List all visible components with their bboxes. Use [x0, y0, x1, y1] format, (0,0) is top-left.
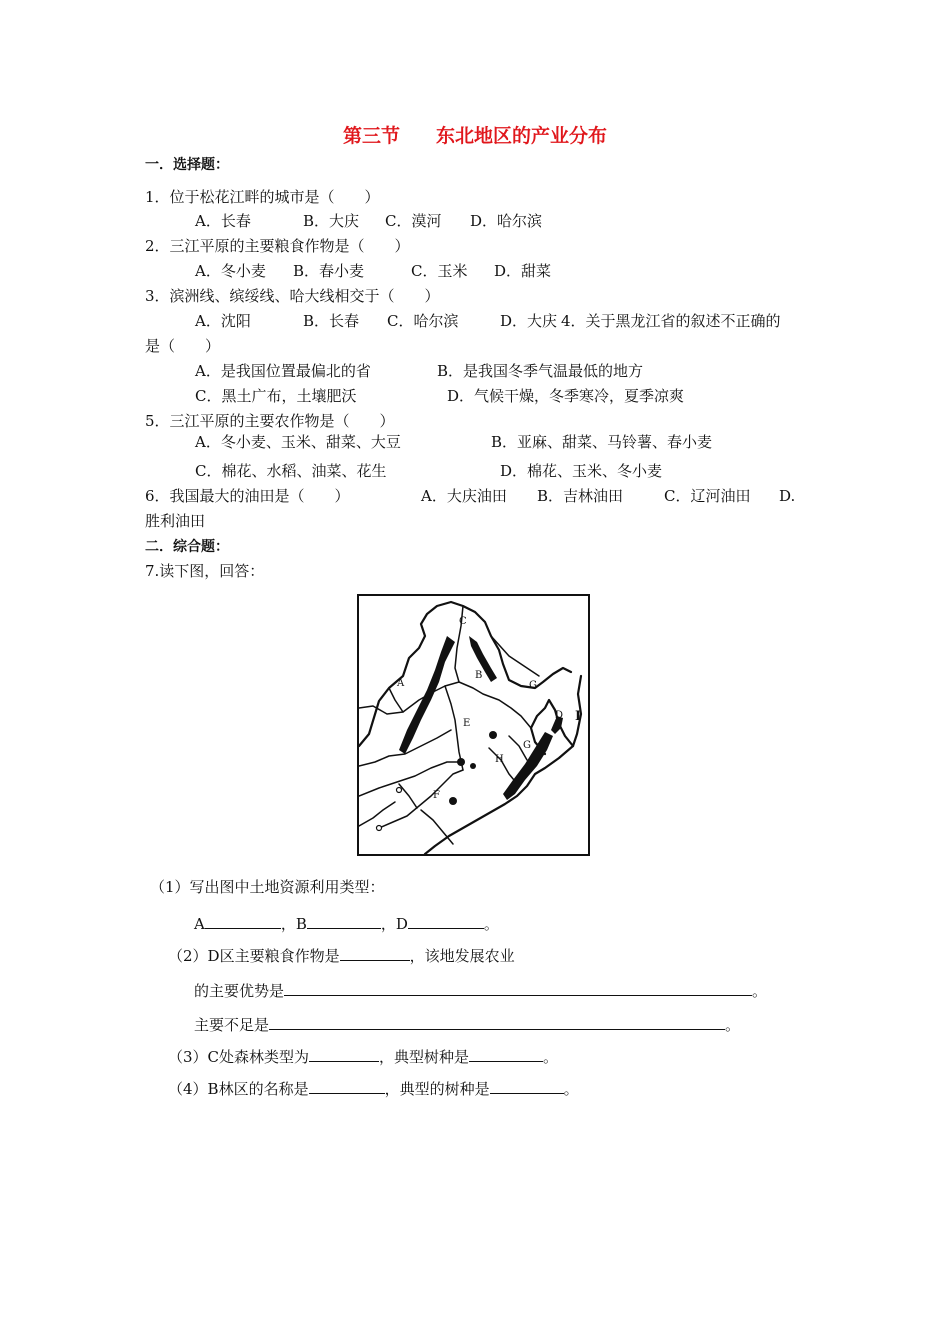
question-5-option-b: B．亚麻、甜菜、马铃薯、春小麦	[491, 433, 713, 451]
title-topic: 东北地区的产业分布	[436, 125, 608, 147]
question-5-stem: 5．三江平原的主要农作物是（ ）	[145, 412, 395, 430]
answer-blank-advantage[interactable]	[284, 981, 752, 996]
question-1-option-c: C．漠河	[385, 212, 442, 230]
sub-question-2-disadvantage	[194, 1015, 740, 1033]
map-label-g-north: G	[529, 680, 537, 691]
answer-blank-forest-name[interactable]	[309, 1079, 385, 1094]
label-a: A	[194, 915, 205, 933]
question-2-option-a: A．冬小麦	[195, 262, 266, 280]
sub-question-4-stem: （4）B林区的名称是	[168, 1080, 309, 1098]
answer-blank-tree-species[interactable]	[469, 1047, 543, 1062]
answer-blank-typical-tree[interactable]	[490, 1079, 564, 1094]
map-label-e: E	[463, 718, 471, 729]
question-5-option-c: C．棉花、水稻、油菜、花生	[195, 462, 387, 480]
advantage-label: 的主要优势是	[194, 982, 285, 1000]
map-label-f: F	[433, 790, 440, 801]
label-b: ，B	[280, 915, 307, 933]
sub-question-3-mid: ，典型树种是	[379, 1048, 470, 1066]
answer-blank-d[interactable]	[408, 914, 484, 929]
question-6-option-d: D.	[779, 487, 796, 505]
map-label-i: I	[575, 709, 582, 724]
question-4-option-d: D．气候干燥，冬季寒冷，夏季凉爽	[447, 387, 685, 405]
sub-question-2-advantage	[194, 981, 767, 999]
question-6-stem: 6．我国最大的油田是（ ）	[145, 487, 350, 505]
map-label-h: H	[495, 754, 504, 765]
sub-question-1-answers	[194, 914, 499, 932]
period: 。	[483, 915, 499, 933]
answer-blank-a[interactable]	[205, 914, 281, 929]
question-1-stem: 1．位于松花江畔的城市是（ ）	[145, 188, 380, 206]
question-3-option-d: D．大庆	[500, 312, 558, 330]
map-label-b: B	[475, 670, 483, 681]
question-4-stem: 4．关于黑龙江省的叙述不正确的	[561, 312, 781, 330]
question-4-stem-cont: 是（ ）	[145, 337, 221, 355]
sub-question-2	[168, 946, 515, 964]
question-3-stem: 3．滨洲线、缤绥线、哈大线相交于（ ）	[145, 287, 440, 305]
question-4-option-b: B．是我国冬季气温最低的地方	[437, 362, 644, 380]
label-d: ，D	[380, 915, 408, 933]
map-drawing	[359, 596, 588, 854]
question-5-option-d: D．棉花、玉米、冬小麦	[500, 462, 663, 480]
map-label-d: D	[555, 710, 564, 721]
answer-blank-d-crop[interactable]	[340, 946, 410, 961]
question-7-stem: 7.读下图，回答：	[145, 562, 265, 580]
question-3-option-a: A．沈阳	[195, 312, 251, 330]
answer-blank-b[interactable]	[307, 914, 381, 929]
map-label-c: C	[459, 616, 467, 627]
section-heading-comprehensive: 二．综合题：	[145, 539, 229, 555]
sub-question-4-mid: ，典型的树种是	[384, 1080, 490, 1098]
period: 。	[543, 1048, 559, 1066]
answer-blank-disadvantage[interactable]	[269, 1015, 725, 1030]
answer-blank-forest-type[interactable]	[309, 1047, 379, 1062]
question-6-option-a: A．大庆油田	[421, 487, 507, 505]
disadvantage-label: 主要不足是	[194, 1016, 270, 1034]
northeast-china-map	[357, 594, 590, 856]
sub-question-3	[168, 1047, 558, 1065]
question-2-stem: 2．三江平原的主要粮食作物是（ ）	[145, 237, 410, 255]
question-6-option-d-cont: 胜利油田	[145, 512, 206, 530]
sub-question-4	[168, 1079, 579, 1097]
period: 。	[563, 1080, 579, 1098]
period: 。	[752, 982, 768, 1000]
question-6-option-b: B．吉林油田	[537, 487, 624, 505]
page-title	[0, 127, 950, 146]
map-label-a: A	[397, 678, 405, 689]
section-heading-choice: 一．选择题：	[145, 157, 229, 173]
question-3-option-c: C．哈尔滨	[387, 312, 459, 330]
question-5-option-a: A．冬小麦、玉米、甜菜、大豆	[195, 433, 401, 451]
sub-question-1: （1）写出图中土地资源利用类型：	[150, 878, 385, 896]
map-label-g-south: G	[523, 740, 531, 751]
sub-question-2-mid: ，该地发展农业	[409, 947, 515, 965]
sub-question-3-stem: （3）C处森林类型为	[168, 1048, 310, 1066]
sub-question-2-stem: （2）D区主要粮食作物是	[168, 947, 340, 965]
question-4-option-a: A．是我国位置最偏北的省	[195, 362, 371, 380]
period: 。	[725, 1016, 741, 1034]
question-1-option-a: A．长春	[195, 212, 251, 230]
question-1-option-d: D．哈尔滨	[470, 212, 543, 230]
question-2-option-d: D．甜菜	[494, 262, 552, 280]
question-1-option-b: B．大庆	[303, 212, 360, 230]
question-2-option-c: C．玉米	[411, 262, 468, 280]
question-2-option-b: B．春小麦	[293, 262, 365, 280]
title-section-number: 第三节	[342, 125, 400, 147]
question-6-option-c: C．辽河油田	[664, 487, 751, 505]
question-4-option-c: C．黑土广布，土壤肥沃	[195, 387, 357, 405]
question-3-option-b: B．长春	[303, 312, 360, 330]
